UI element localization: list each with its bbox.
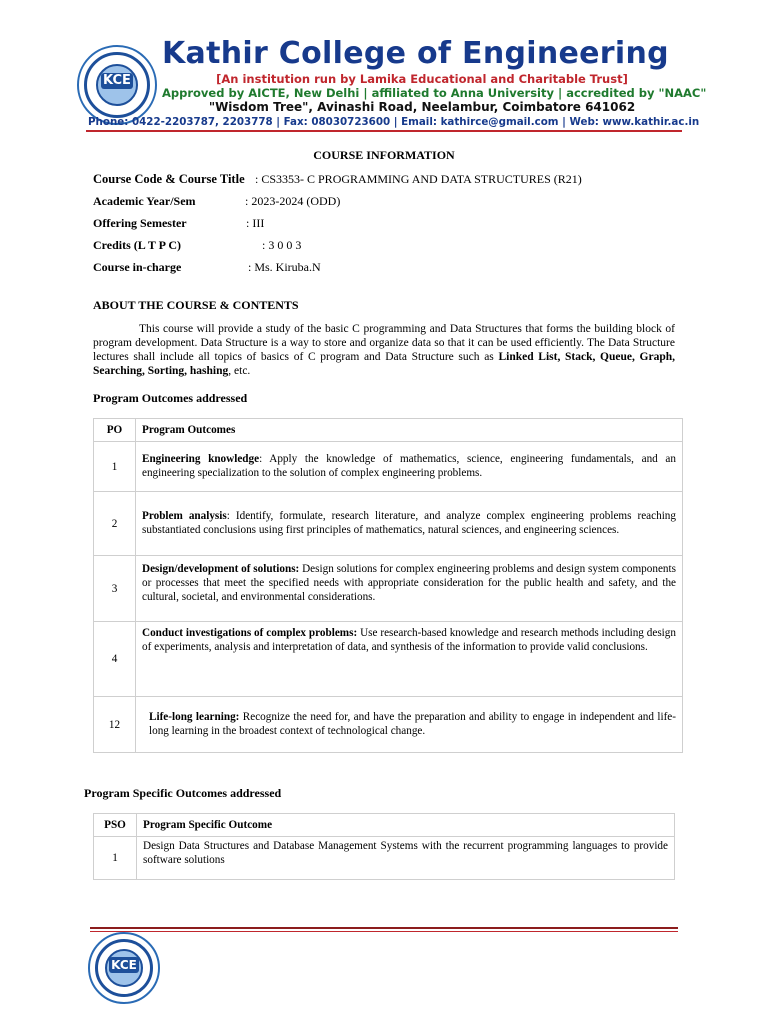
- document-title: COURSE INFORMATION: [313, 148, 455, 162]
- letterhead: [0, 0, 768, 135]
- table-header-row: [94, 814, 675, 837]
- po-description: [136, 492, 683, 556]
- approval-line: Approved by AICTE, New Delhi | affiliated to Anna University | accredited by "NAAC": [162, 86, 707, 100]
- info-label: Offering Semester: [93, 216, 187, 230]
- course-info: [93, 172, 693, 282]
- pso-heading: Program Specific Outcomes addressed: [84, 786, 282, 800]
- info-label: Credits (L T P C): [93, 238, 182, 252]
- table-header-row: [94, 419, 683, 442]
- po-column-header: PO: [94, 419, 136, 442]
- po-title: Design/development of solutions:: [142, 563, 300, 575]
- info-row-year: [93, 194, 693, 216]
- info-label: Academic Year/Sem: [93, 194, 196, 208]
- info-row-credits: [93, 238, 693, 260]
- info-value: : CS3353- C PROGRAMMING AND DATA STRUCTURES (R21): [255, 172, 582, 186]
- info-value: : 3 0 0 3: [262, 238, 302, 252]
- po-text: Design solutions for complex engineering problems and design system components or processes that meet the specified needs with appropriate consideration for the public health and safety, and the cultural, societal, and environmental considerations.: [142, 563, 676, 603]
- info-row-semester: [93, 216, 693, 238]
- footer-divider-thin: [90, 931, 678, 932]
- outcomes-column-header: Program Outcomes: [136, 419, 683, 442]
- po-number: 4: [94, 622, 136, 697]
- address-line: "Wisdom Tree", Avinashi Road, Neelambur, Coimbatore 641062: [208, 100, 636, 114]
- about-topics: Linked List, Stack, Queue, Graph, Searching, Sorting, hashing: [93, 351, 675, 377]
- table-row: [94, 622, 683, 697]
- po-text: Use research-based knowledge and research methods including design of experiments, analysis and interpretation of data, and synthesis of the information to provide valid conclusions.: [142, 627, 676, 653]
- info-label: Course in-charge: [93, 260, 182, 274]
- pso-number: 1: [94, 837, 137, 880]
- about-text: This course will provide a study of the basic C programming and Data Structures that forms the building block of program development. Data Structure is a way to store and organize data so that it can be used efficiently. The Data Structure lectures shall include all topics of basics of C program and Data Structure such as: [93, 323, 675, 363]
- info-row-course: [93, 172, 693, 194]
- table-row: [94, 697, 683, 753]
- trust-line: [An institution run by Lamika Educational and Charitable Trust]: [216, 72, 628, 86]
- logo-text: KCE: [101, 73, 133, 89]
- table-row: [94, 837, 675, 880]
- info-value: : Ms. Kiruba.N: [248, 260, 321, 274]
- po-number: 2: [94, 492, 136, 556]
- footer-logo: [88, 932, 160, 1004]
- po-title: Engineering knowledge: [142, 452, 260, 465]
- po-description: [136, 556, 683, 622]
- info-value: : III: [246, 216, 265, 230]
- about-heading: ABOUT THE COURSE & CONTENTS: [93, 298, 299, 312]
- po-text: Recognize the need for, and have the preparation and ability to engage in independent and life-long learning in the broadest context of technological change.: [149, 710, 676, 737]
- po-heading: Program Outcomes addressed: [93, 391, 248, 405]
- po-number: 12: [94, 697, 136, 753]
- pso-column-header: PSO: [94, 814, 137, 837]
- po-number: 1: [94, 442, 136, 492]
- pso-outcome-column-header: Program Specific Outcome: [137, 814, 675, 837]
- program-outcomes-table: [93, 418, 683, 753]
- po-description: [136, 442, 683, 492]
- po-description: [136, 622, 683, 697]
- po-number: 3: [94, 556, 136, 622]
- info-label: Course Code & Course Title: [93, 172, 245, 186]
- po-title: Conduct investigations of complex problems:: [142, 627, 358, 639]
- college-logo: [77, 45, 157, 125]
- po-text: : Apply the knowledge of mathematics, science, engineering fundamentals, and an engineering specialization to the solution of complex engineering problems.: [142, 452, 676, 479]
- po-text: : Identify, formulate, research literature, and analyze complex engineering problems reaching substantiated conclusions using first principles of mathematics, natural sciences, and engineering sciences.: [142, 509, 676, 536]
- pso-description: Design Data Structures and Database Management Systems with the recurrent programming languages to provide software solutions: [137, 837, 675, 880]
- info-row-incharge: [93, 260, 693, 282]
- po-description: [136, 697, 683, 753]
- contact-line: Phone: 0422-2203787, 2203778 | Fax: 08030723600 | Email: kathirce@gmail.com | Web: www.kathir.ac.in: [88, 116, 700, 128]
- program-specific-outcomes-table: [93, 813, 675, 880]
- table-row: [94, 556, 683, 622]
- about-text-end: , etc.: [228, 365, 251, 377]
- about-paragraph: [93, 322, 675, 378]
- po-title: Life-long learning:: [149, 710, 240, 723]
- college-name: Kathir College of Engineering: [162, 36, 669, 71]
- footer-logo-text: KCE: [109, 957, 139, 973]
- footer-divider: [90, 927, 678, 929]
- info-value: : 2023-2024 (ODD): [245, 194, 341, 208]
- table-row: [94, 442, 683, 492]
- table-row: [94, 492, 683, 556]
- po-title: Problem analysis: [142, 509, 227, 522]
- header-divider: [86, 130, 682, 132]
